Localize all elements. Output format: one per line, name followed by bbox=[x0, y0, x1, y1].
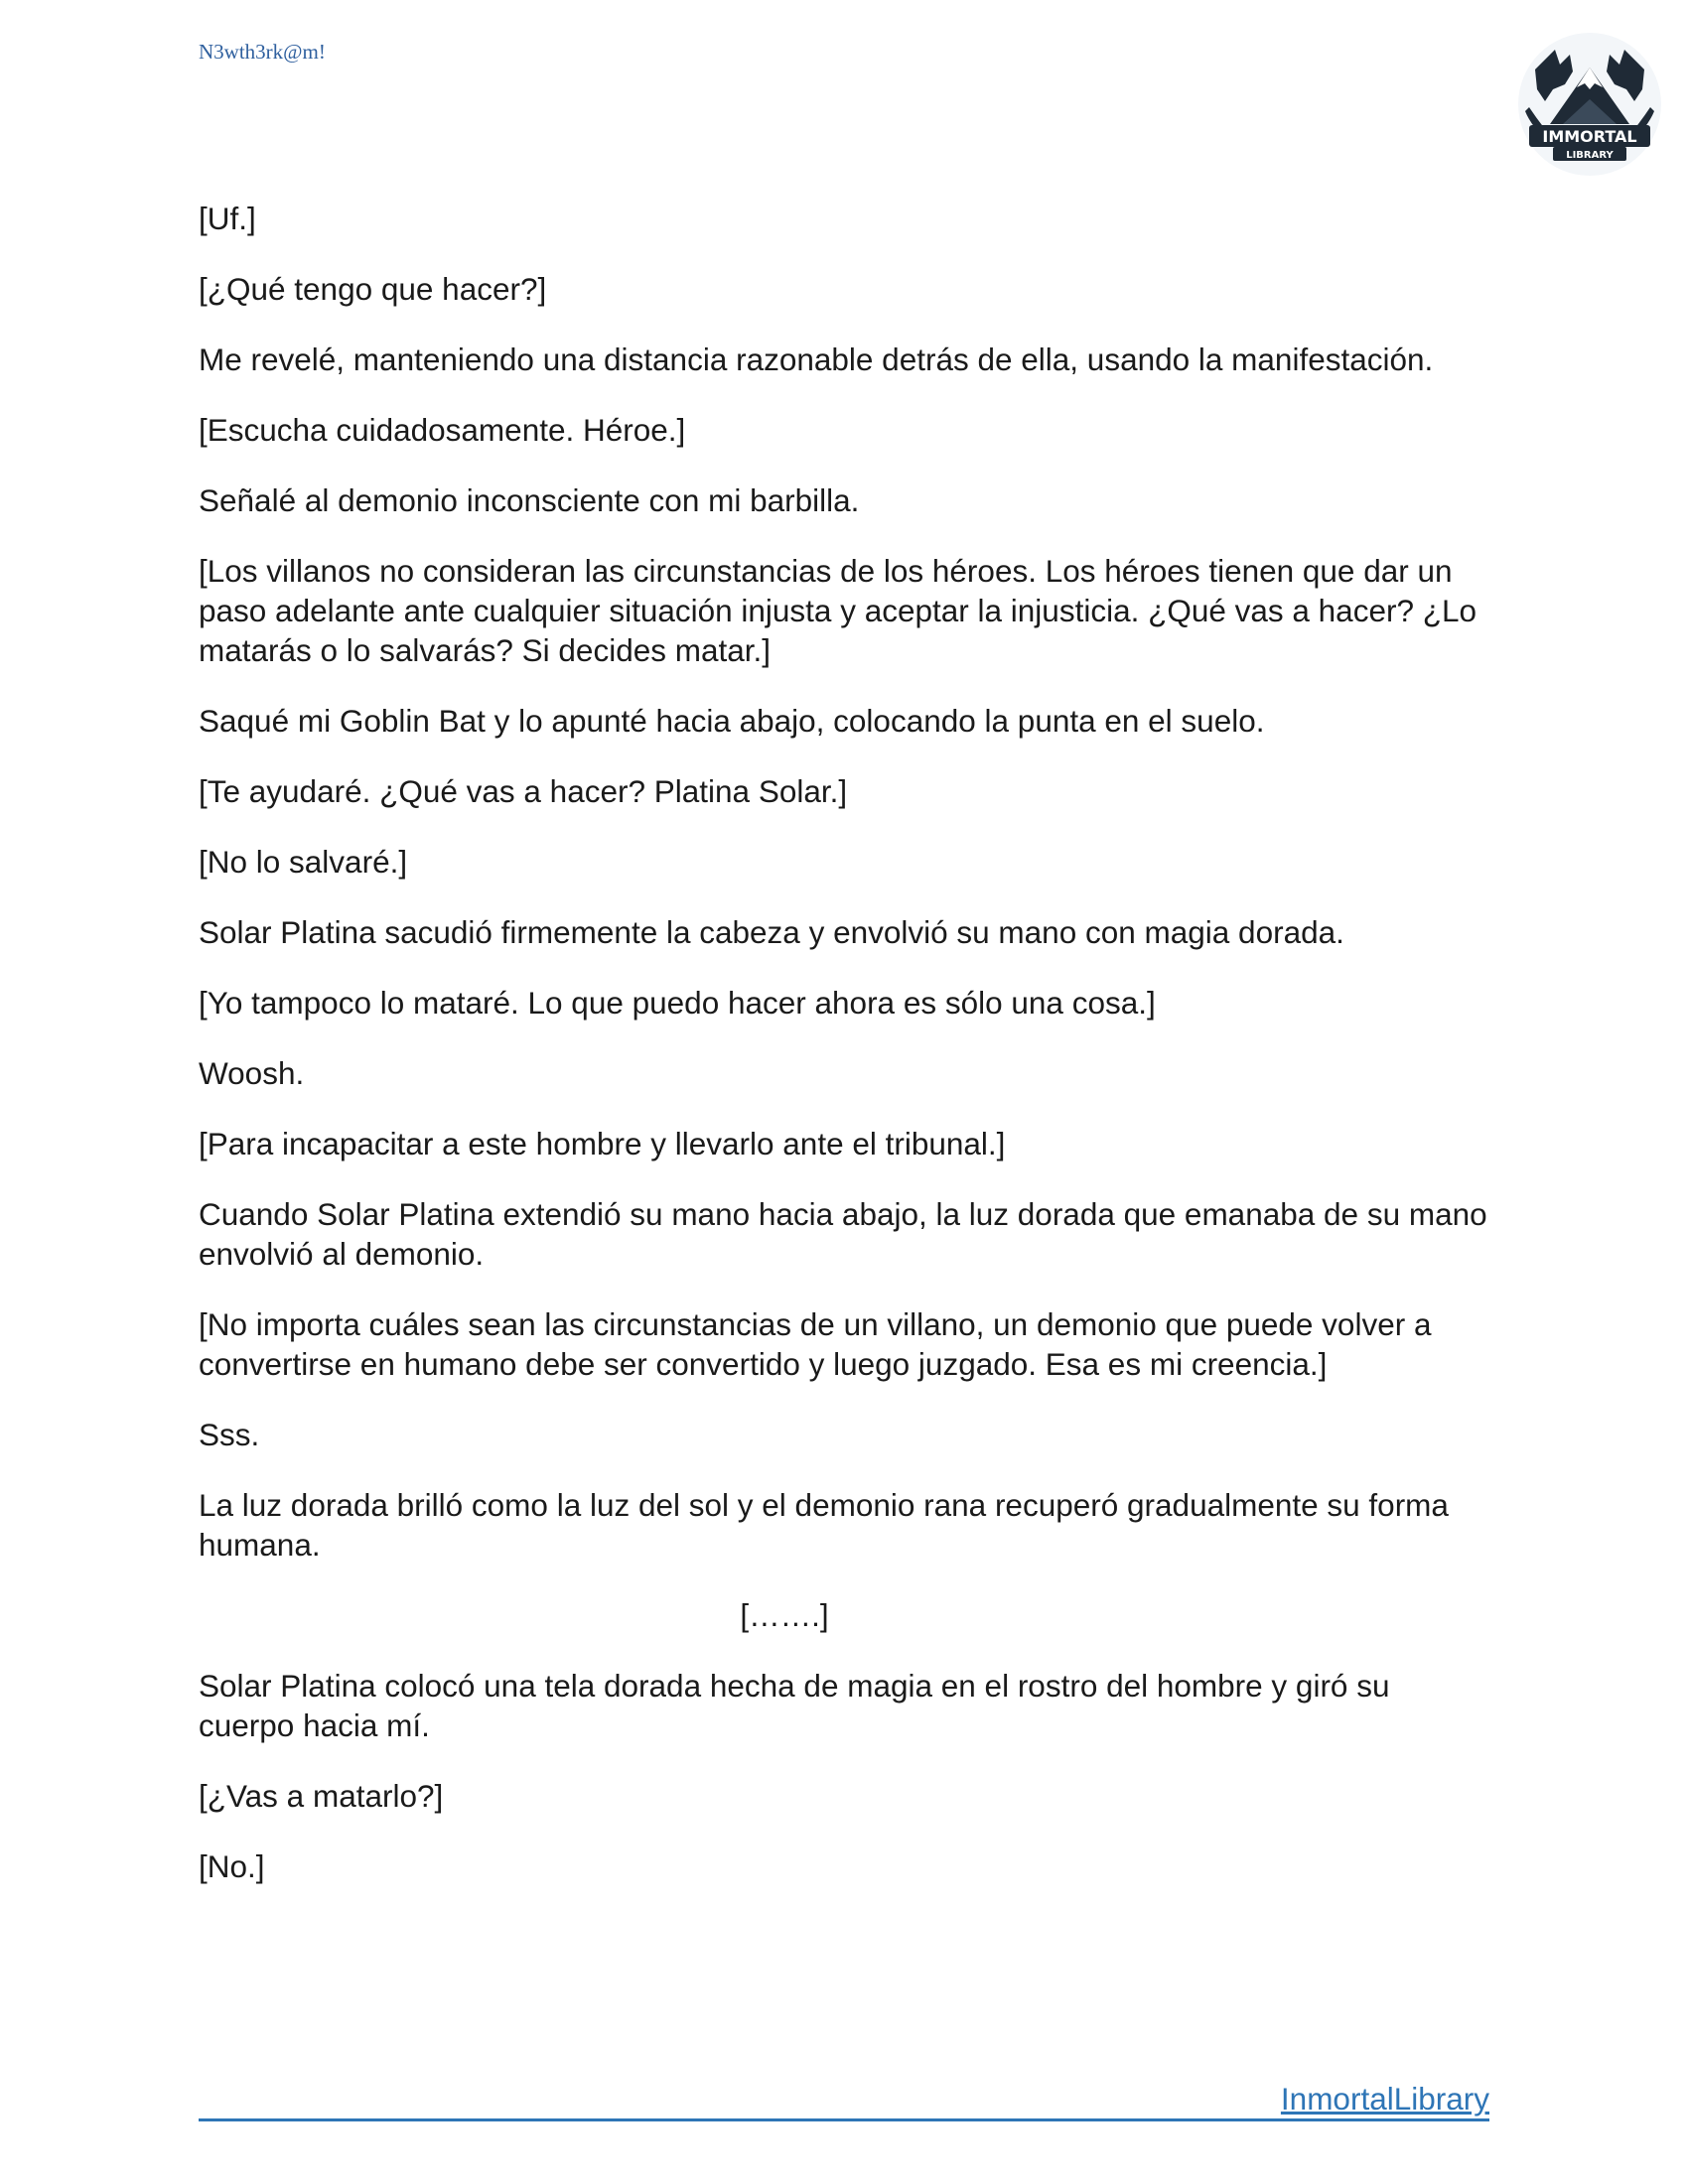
paragraph: [Te ayudaré. ¿Qué vas a hacer? Platina Solar.] bbox=[199, 773, 848, 809]
document-body bbox=[199, 199, 1489, 1917]
paragraph: [Para incapacitar a este hombre y llevarlo ante el tribunal.] bbox=[199, 1126, 1006, 1161]
paragraph: Woosh. bbox=[199, 1055, 305, 1091]
footer-link[interactable]: InmortalLibrary bbox=[1280, 2081, 1489, 2116]
paragraph: Sss. bbox=[199, 1417, 260, 1452]
paragraph: [Los villanos no consideran las circunstancias de los héroes. Los héroes tienen que dar un paso adelante ante cualquier situación injusta y aceptar la injusticia. ¿Qué vas a hacer? ¿Lo matarás o lo salvarás? Si decides matar.] bbox=[199, 553, 1477, 668]
paragraph: [¿Vas a matarlo?] bbox=[199, 1778, 444, 1814]
immortal-library-logo bbox=[1515, 30, 1664, 179]
paragraph: Cuando Solar Platina extendió su mano hacia abajo, la luz dorada que emanaba de su mano envolvió al demonio. bbox=[199, 1196, 1487, 1272]
paragraph: Solar Platina colocó una tela dorada hecha de magia en el rostro del hombre y giró su cuerpo hacia mí. bbox=[199, 1668, 1390, 1743]
logo-text-immortal: IMMORTAL bbox=[1542, 127, 1637, 146]
paragraph: [No.] bbox=[199, 1848, 265, 1884]
paragraph: La luz dorada brilló como la luz del sol y el demonio rana recuperó gradualmente su forma humana. bbox=[199, 1487, 1449, 1563]
paragraph: Señalé al demonio inconsciente con mi barbilla. bbox=[199, 482, 860, 518]
paragraph: Saqué mi Goblin Bat y lo apunté hacia abajo, colocando la punta en el suelo. bbox=[199, 703, 1265, 739]
scene-break: […….] bbox=[740, 1597, 829, 1633]
paragraph: [No lo salvaré.] bbox=[199, 844, 408, 880]
paragraph: [Yo tampoco lo mataré. Lo que puedo hacer ahora es sólo una cosa.] bbox=[199, 985, 1156, 1021]
paragraph: [No importa cuáles sean las circunstancias de un villano, un demonio que puede volver a convertirse en humano debe ser convertido y luego juzgado. Esa es mi creencia.] bbox=[199, 1306, 1432, 1382]
paragraph: [Uf.] bbox=[199, 201, 256, 236]
footer-rule bbox=[199, 2079, 1489, 2121]
logo-text-library: LIBRARY bbox=[1566, 150, 1614, 161]
paragraph: [¿Qué tengo que hacer?] bbox=[199, 271, 547, 307]
paragraph: [Escucha cuidadosamente. Héroe.] bbox=[199, 412, 686, 448]
paragraph: Solar Platina sacudió firmemente la cabeza y envolvió su mano con magia dorada. bbox=[199, 914, 1344, 950]
header-watermark: N3wth3rk@m! bbox=[199, 40, 326, 64]
paragraph: Me revelé, manteniendo una distancia razonable detrás de ella, usando la manifestación. bbox=[199, 341, 1434, 377]
